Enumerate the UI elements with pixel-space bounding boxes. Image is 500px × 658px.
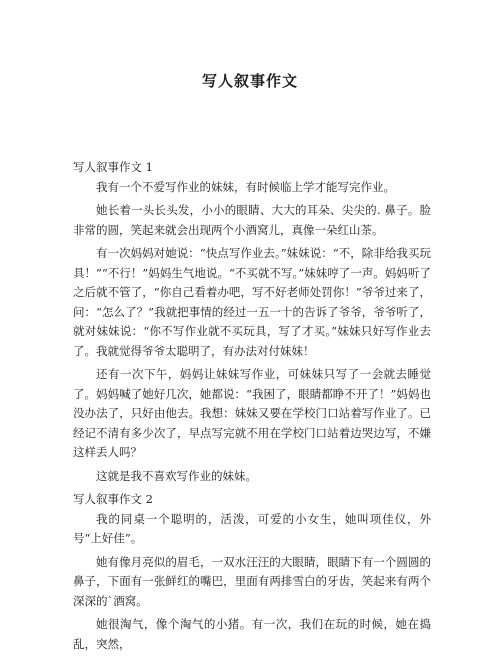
essay-section-2: [73, 490, 431, 654]
paragraph: 这就是我不喜欢写作业的妹妹。: [96, 468, 257, 483]
section-heading: 写人叙事作文 2: [73, 492, 153, 506]
paragraph: 还有一次下午，妈妈让妹妹写作业，可妹妹只写了一会就去睡觉了。妈妈喊了她好几次，她都说：“我困了，眼睛都睁不开了！”妈妈也没办法了，只好由他去。我想：妹妹又要在学校门口站着写作业了。已经记不清有多少次了，早点写完就不用在学校门口站着边哭边写，不嫌这样丢人吗？: [73, 367, 431, 459]
paragraph: 她有像月亮似的眉毛，一双水汪汪的大眼睛，眼睛下有一个圆圆的鼻子，下面有一张鲜红的嘴巴，里面有两排雪白的牙齿，笑起来有两个深深的`酒窝。: [73, 554, 431, 608]
essay-section-1: [73, 158, 431, 486]
paragraph: 我的同桌一个聪明的，活泼，可爱的小女生，她叫项佳仪，外号“上好佳”。: [73, 511, 431, 545]
paragraph: 她很淘气，像个淘气的小猪。有一次，我们在玩的时候，她在捣乱，突然，: [73, 617, 431, 651]
section-heading: 写人叙事作文 1: [73, 160, 153, 174]
document-title: 写人叙事作文: [201, 72, 298, 90]
document-body: [73, 158, 431, 658]
paragraph: 有一次妈妈对她说：“快点写作业去。”妹妹说：“不，除非给我买玩具！”“不行！”妈妈生气地说。“不买就不写。”妹妹哼了一声。妈妈听了之后就不管了，“你自己看着办吧，写不好老师处罚你！”爷爷过来了，问：“怎么了？”我就把事情的经过一五一十的告诉了爷爷，爷爷听了，就对妹妹说：“你不写作业就不买玩具，写了才买。”妹妹只好写作业去了。我就觉得爷爷太聪明了，有办法对付妹妹！: [73, 246, 431, 358]
paragraph: 我有一个不爱写作业的妹妹，有时候临上学才能写完作业。: [96, 179, 395, 194]
paragraph: 她长着一头长头发，小小的眼睛、大大的耳朵、尖尖的. 鼻子。脸非常的圆，笑起来就会出现两个小酒窝儿，真像一朵红山茶。: [73, 203, 431, 237]
